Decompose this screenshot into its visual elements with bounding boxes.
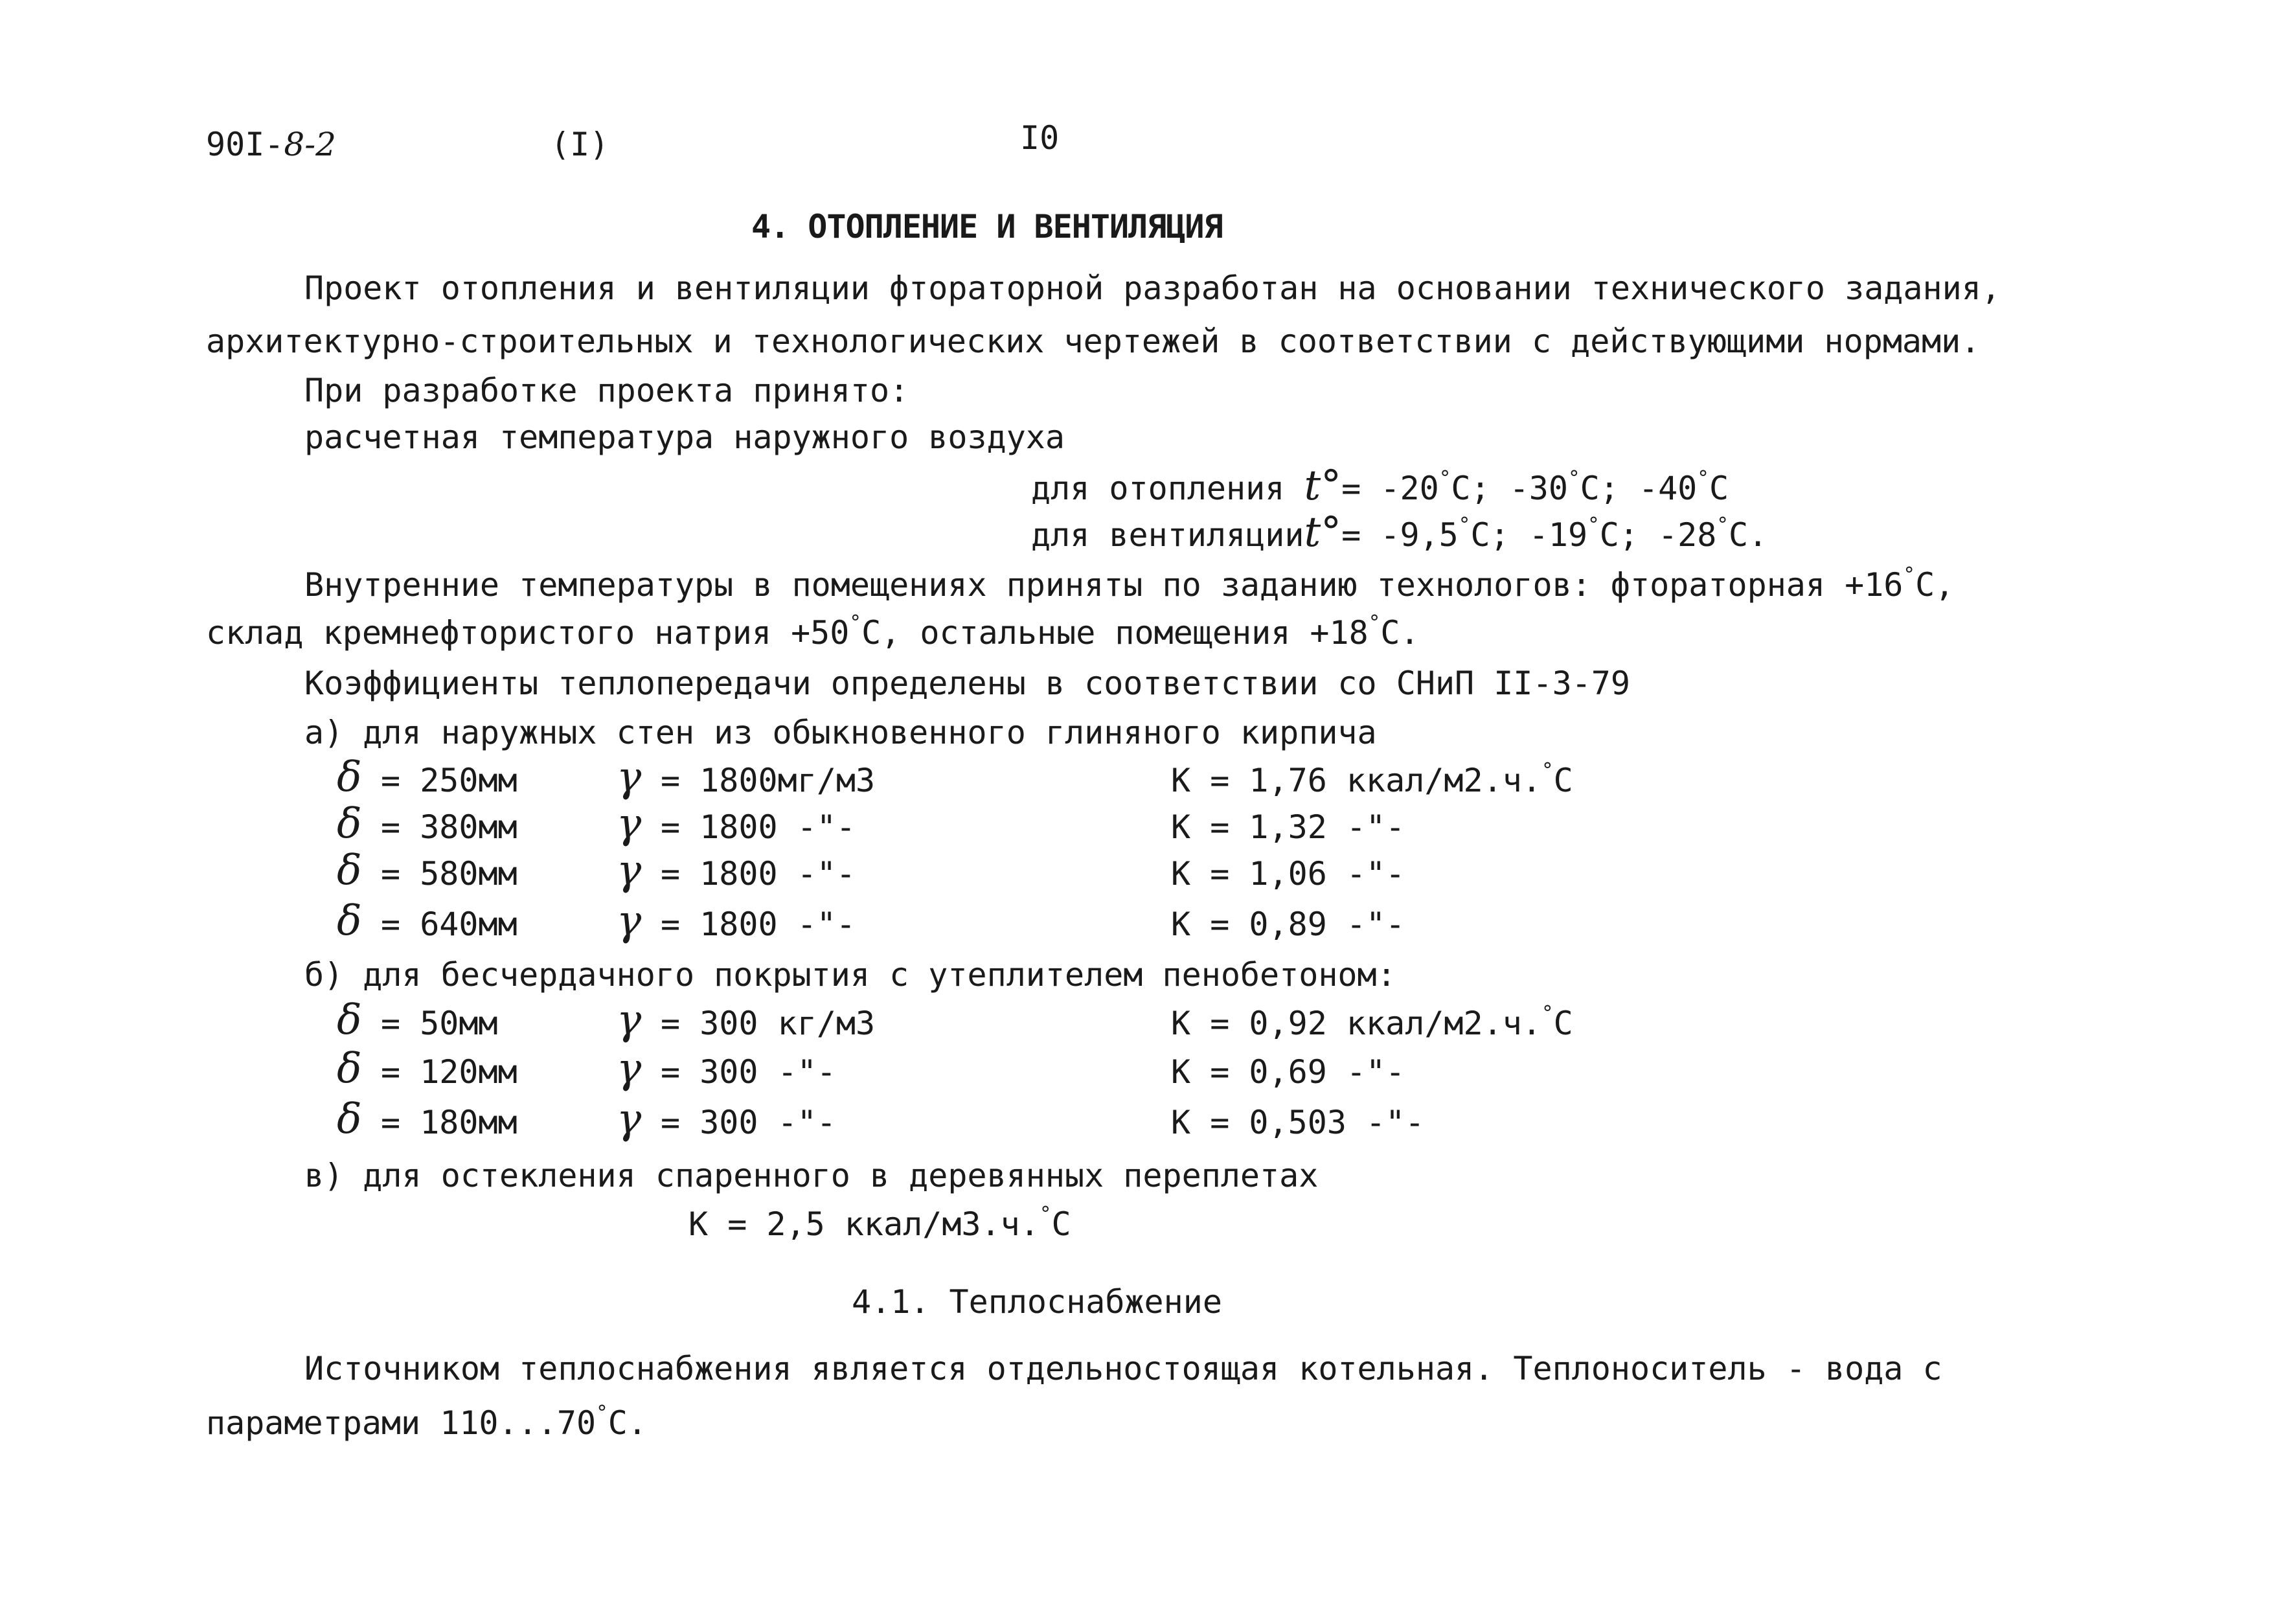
delta-symbol: δ <box>337 800 362 848</box>
density-value: = 1800 -"- <box>661 808 856 846</box>
internal-temp-line-1: Внутренние температуры в помещениях приняты по заданию технологов: фтораторная +16°С, <box>304 563 1955 604</box>
glazing-k-value: К = 2,5 ккал/м3.ч.°С <box>688 1202 1071 1243</box>
delta-symbol: δ <box>337 847 362 895</box>
density-value: = 300 кг/м3 <box>661 1005 876 1042</box>
k-value: К = 1,32 -"- <box>1171 808 1405 846</box>
temperature-symbol: t° <box>1304 508 1342 556</box>
doc-code-handwritten: 8-2 <box>284 126 336 163</box>
heat-supply-title: 4.1. Теплоснабжение <box>852 1283 1222 1321</box>
thickness-value: = 580мм <box>381 855 517 893</box>
roof-heading: б) для бесчердачного покрытия с утеплителем пенобетоном: <box>304 956 1396 994</box>
density-value: = 1800 -"- <box>661 855 856 893</box>
k-value: К = 0,89 -"- <box>1171 906 1405 943</box>
k-value: К = 0,503 -"- <box>1171 1104 1425 1141</box>
accepted-line: При разработке проекта принято: <box>304 372 909 409</box>
delta-symbol: δ <box>337 1045 362 1093</box>
section-title: 4. ОТОПЛЕНИЕ И ВЕНТИЛЯЦИЯ <box>751 208 1223 245</box>
heating-temp-line: для отопления t°= -20°С; -30°С; -40°С <box>1031 462 1729 510</box>
thickness-value: = 380мм <box>381 808 517 846</box>
coefficients-line: Коэффициенты теплопередачи определены в соответствии со СНиП II-3-79 <box>304 665 1630 702</box>
k-value: К = 0,92 ккал/м2.ч.°С <box>1171 1001 1573 1042</box>
density-value: = 300 -"- <box>661 1104 836 1141</box>
delta-symbol: δ <box>337 897 362 945</box>
heat-supply-line-1: Источником теплоснабжения является отдельностоящая котельная. Теплоноситель - вода с <box>304 1350 1942 1387</box>
k-value: К = 0,69 -"- <box>1171 1053 1405 1091</box>
gamma-symbol: γ <box>617 753 642 801</box>
gamma-symbol: γ <box>617 800 642 848</box>
gamma-symbol: γ <box>617 897 642 945</box>
intro-line-1: Проект отопления и вентиляции фтораторной разработан на основании технического задания, <box>304 269 2001 307</box>
ventilation-temp-line: для вентиляцииt°= -9,5°С; -19°С; -28°С. <box>1031 508 1768 556</box>
delta-symbol: δ <box>337 1095 362 1143</box>
walls-row <box>0 847 2296 903</box>
doc-code <box>206 128 336 161</box>
walls-row <box>0 897 2296 953</box>
delta-symbol: δ <box>337 753 362 801</box>
temperature-symbol: t° <box>1304 462 1342 510</box>
doc-code-printed: 90I- <box>206 126 284 163</box>
thickness-value: = 640мм <box>381 906 517 943</box>
heating-label: для отопления <box>1031 470 1285 507</box>
thickness-value: = 250мм <box>381 762 517 799</box>
roof-row <box>0 1045 2296 1101</box>
gamma-symbol: γ <box>617 996 642 1044</box>
gamma-symbol: γ <box>617 1045 642 1093</box>
k-value: К = 1,76 ккал/м2.ч.°С <box>1171 758 1573 799</box>
delta-symbol: δ <box>337 996 362 1044</box>
outdoor-temp-line: расчетная температура наружного воздуха <box>304 418 1065 456</box>
density-value: = 1800мг/м3 <box>661 762 876 799</box>
density-value: = 300 -"- <box>661 1053 836 1091</box>
heat-supply-line-2: параметрами 110...70°С. <box>206 1401 647 1442</box>
glazing-heading: в) для остекления спаренного в деревянных переплетах <box>304 1157 1319 1194</box>
ventilation-value-1: = -9,5 <box>1341 516 1459 554</box>
thickness-value: = 120мм <box>381 1053 517 1091</box>
internal-temp-line-2: склад кремнефтористого натрия +50°С, остальные помещения +18°С. <box>206 611 1420 652</box>
intro-line-2: архитектурно-строительных и технологических чертежей в соответствии с действующими нормами. <box>206 323 1981 360</box>
gamma-symbol: γ <box>617 1095 642 1143</box>
walls-heading: а) для наружных стен из обыкновенного глиняного кирпича <box>304 714 1377 751</box>
density-value: = 1800 -"- <box>661 906 856 943</box>
ventilation-label: для вентиляции <box>1031 516 1304 554</box>
volume-number: (I) <box>551 126 609 163</box>
k-value: К = 1,06 -"- <box>1171 855 1405 893</box>
roof-row <box>0 1095 2296 1152</box>
heating-value-1: = -20 <box>1341 470 1439 507</box>
thickness-value: = 50мм <box>381 1005 498 1042</box>
page-number: I0 <box>1020 119 1060 157</box>
gamma-symbol: γ <box>617 847 642 895</box>
thickness-value: = 180мм <box>381 1104 517 1141</box>
